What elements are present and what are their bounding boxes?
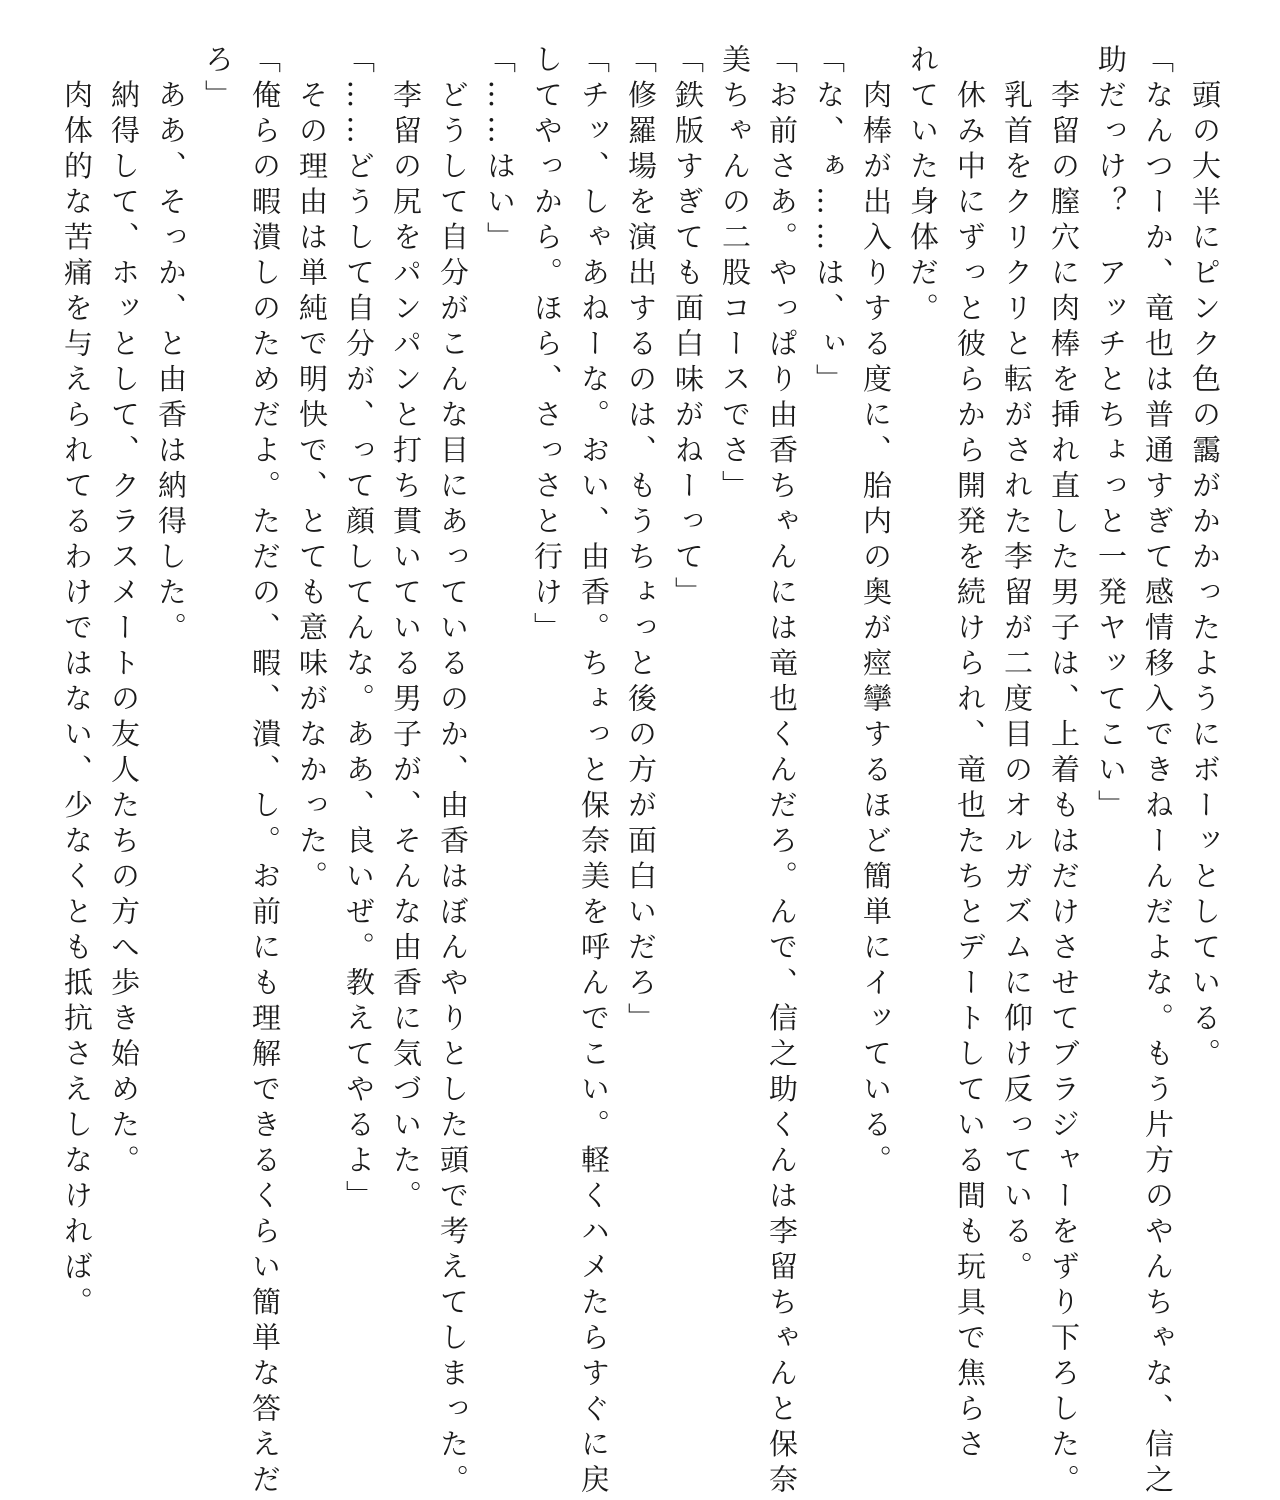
text-line: 「鉄版すぎても面白味がねーって」 [671,44,705,612]
text-line: 肉体的な苦痛を与えられてるわけではない、少なくとも抵抗さえしなければ。 [60,44,94,1322]
text-line: 頭の大半にピンク色の靄がかかったようにボーッとしている。 [1188,44,1222,1074]
text-line: 「俺らの暇潰しのためだよ。ただの、暇、潰、し。お前にも理解できるくらい簡単な答えだ [248,44,282,1500]
text-line: ろ」 [201,44,235,115]
text-line: 「な、ぁ……は、ぃ」 [812,44,846,399]
text-line: 「なんつーか、竜也は普通すぎて感情移入できねーんだよな。もう片方のやんちゃな、信之 [1141,44,1175,1500]
text-line: してやっから。ほら、さっさと行け」 [530,44,564,648]
text-line: 助だっけ？ アッチとちょっと一発ヤッてこい」 [1094,44,1128,825]
text-line: 李留の尻をパンパンと打ち貫いている男子が、そんな由香に気づいた。 [389,44,423,1216]
text-line: 「……どうして自分が、って顔してんな。ああ、良いぜ。教えてやるよ」 [342,44,376,1216]
vertical-text-page [53,44,1228,1500]
text-line: 休み中にずっと彼らから開発を続けられ、竜也たちとデートしている間も玩具で焦らさ [953,44,987,1464]
text-line: 李留の膣穴に肉棒を挿れ直した男子は、上着もはだけさせてブラジャーをずり下ろした。 [1047,44,1081,1500]
text-line: 「修羅場を演出するのは、もうちょっと後の方が面白いだろ」 [624,44,658,1038]
text-line: ああ、そっか、と由香は納得した。 [154,44,188,648]
text-line: 納得して、ホッとして、クラスメートの友人たちの方へ歩き始めた。 [107,44,141,1180]
text-line: 「……はい」 [483,44,517,257]
text-line: 肉棒が出入りする度に、胎内の奥が痙攣するほど簡単にイッている。 [859,44,893,1180]
text-line: 美ちゃんの二股コースでさ」 [718,44,752,506]
text-line: 「チッ、しゃあねーな。おい、由香。ちょっと保奈美を呼んでこい。軽くハメたらすぐに戻 [577,44,611,1500]
text-line: 「お前さあ。やっぱり由香ちゃんには竜也くんだろ。んで、信之助くんは李留ちゃんと保奈 [765,44,799,1500]
text-line: どうして自分がこんな目にあっているのか、由香はぼんやりとした頭で考えてしまった。 [436,44,470,1500]
text-line: 乳首をクリクリと転がされた李留が二度目のオルガズムに仰け反っている。 [1000,44,1034,1287]
text-line: その理由は単純で明快で、とても意味がなかった。 [295,44,329,896]
text-line: れていた身体だ。 [906,44,940,328]
